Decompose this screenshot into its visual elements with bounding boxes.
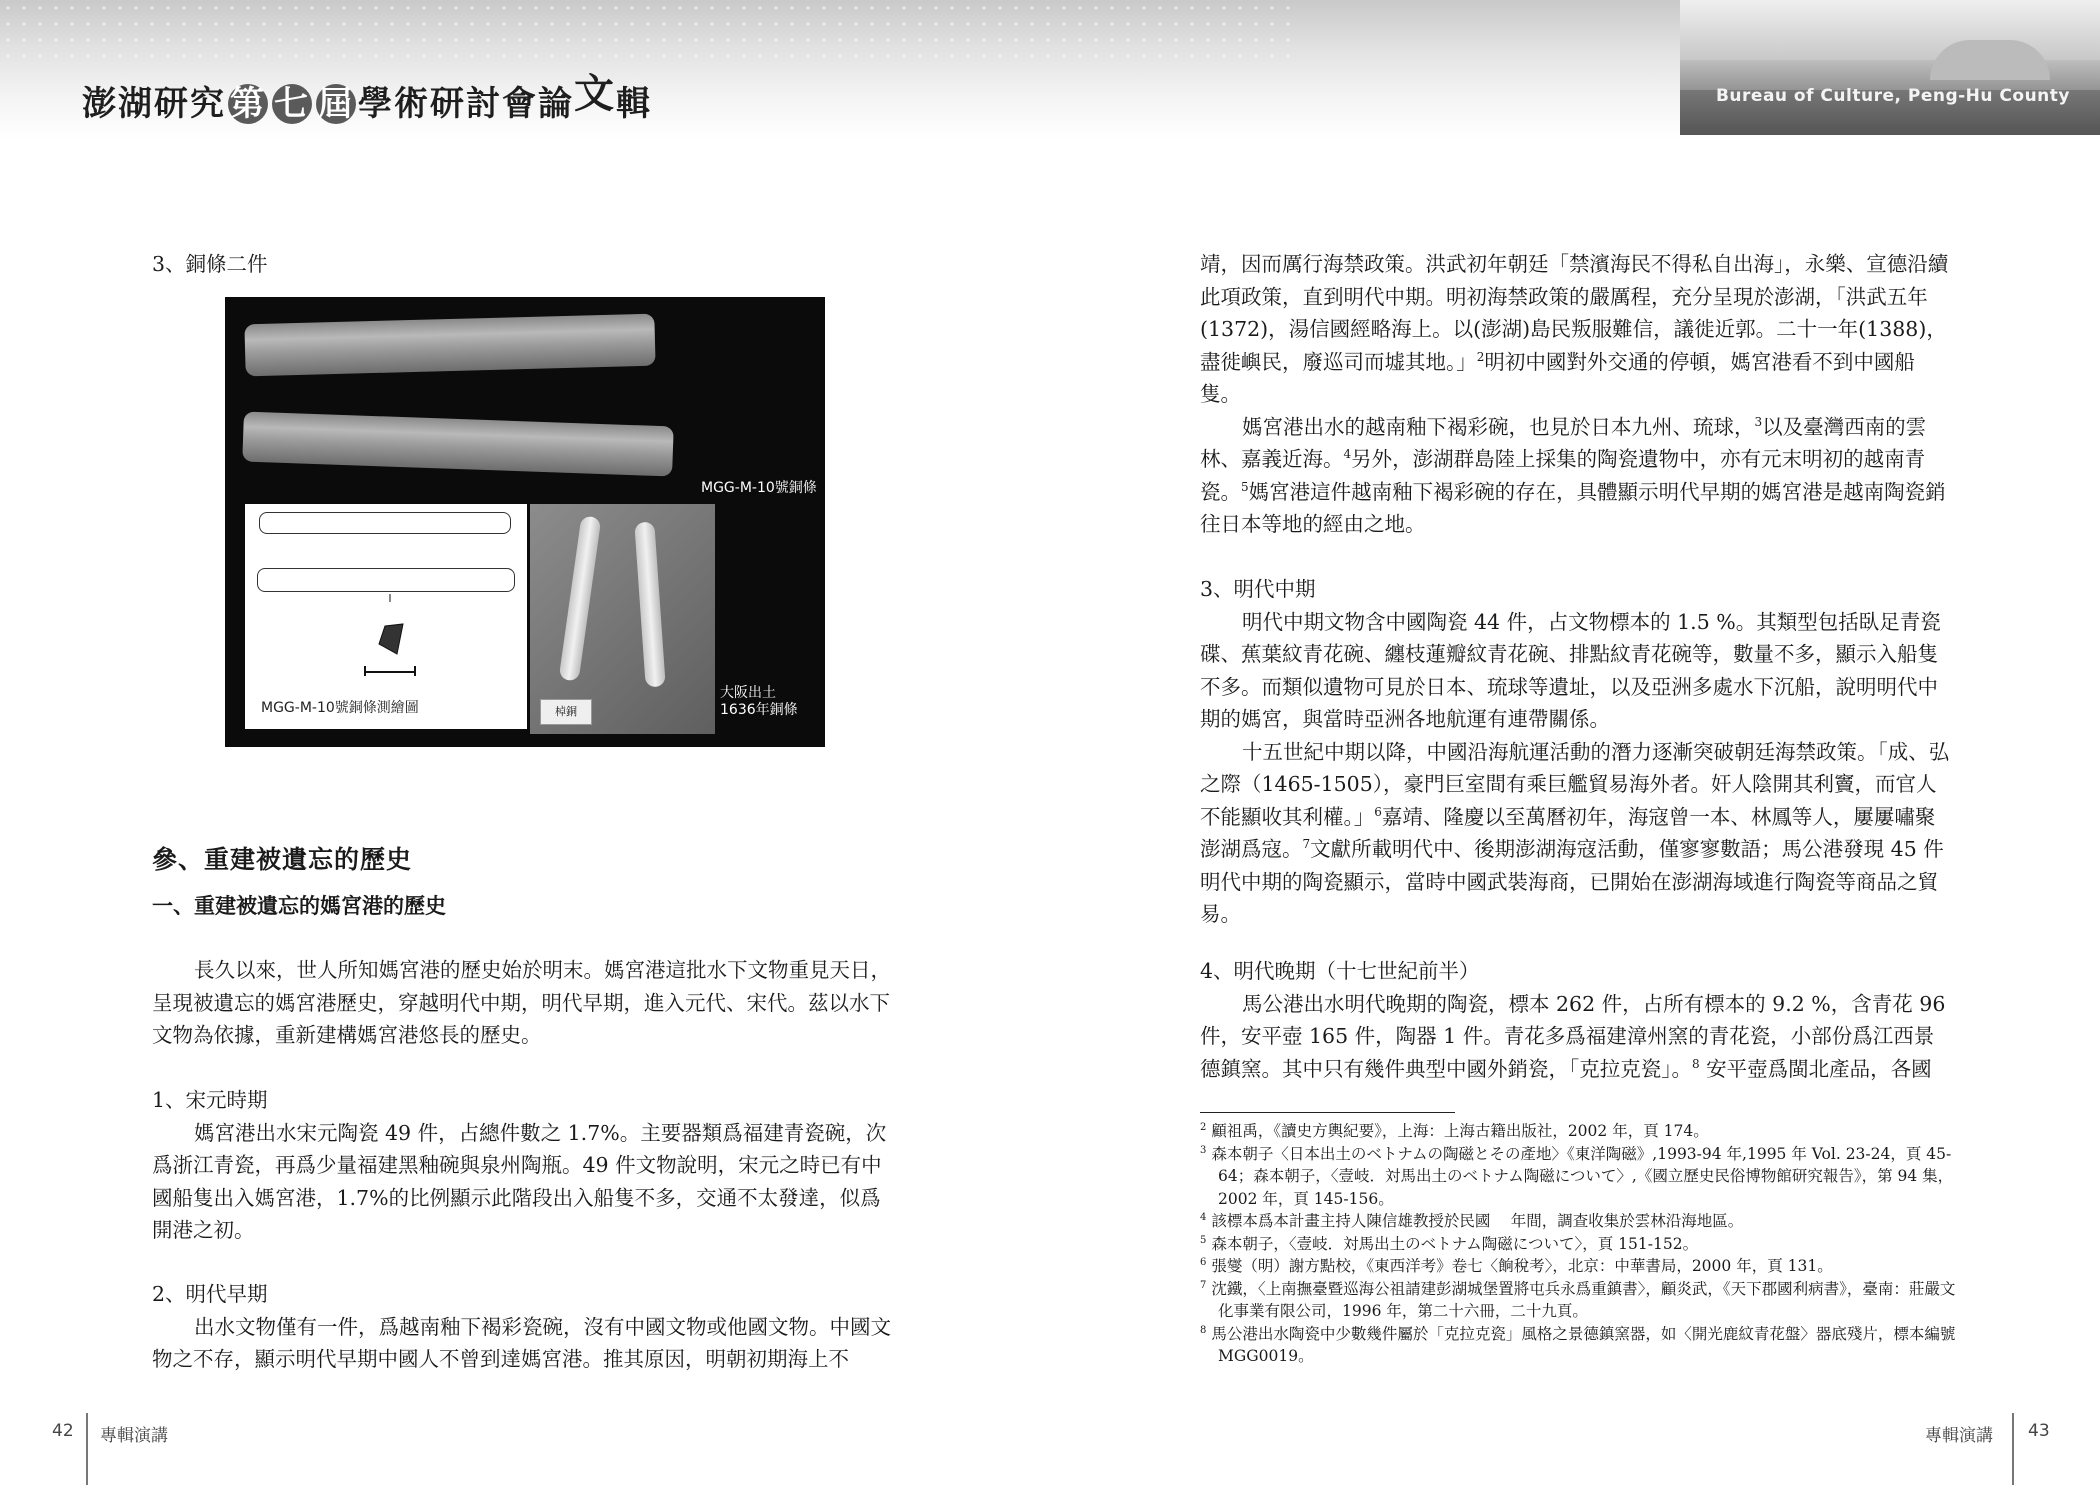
- copper-bar-photo-1: [244, 314, 655, 377]
- footnote-item: $^5$ 森本朝子，〈壹岐．対馬出土のベトナム陶磁について〉，頁 151-152。: [1200, 1234, 1699, 1253]
- early-ming-section: [152, 1278, 900, 1376]
- right-footer-divider: [2012, 1413, 2014, 1485]
- mid-ming-section: [1200, 573, 1950, 931]
- left-page-number: 42: [52, 1421, 74, 1441]
- header-banner: [0, 0, 2100, 140]
- song-yuan-text: 媽宮港出水宋元陶瓷 49 件，占總件數之 1.7%。主要器類爲福建青瓷碗，次爲浙江青瓷，再爲少量福建黑釉碗與泉州陶瓶。49 件文物說明，宋元之時已有中國船隻出入媽宮港，1.7%的比例顯示此階段出入船隻不多，交通不太發達，似爲開港之初。: [152, 1120, 887, 1242]
- footnote-ref-5: 5: [1241, 479, 1249, 494]
- footnote-ref-3: 3: [1754, 414, 1763, 429]
- late-ming-heading: 4、明代晚期（十七世紀前半）: [1200, 959, 1480, 983]
- footnote-rule: [1200, 1112, 1455, 1113]
- left-footer-divider: [86, 1413, 88, 1485]
- title-badge-3: 屆: [318, 84, 354, 124]
- early-ming-text: 出水文物僅有一件，爲越南釉下褐彩瓷碗，沒有中國文物或他國文物。中國文物之不存，顯示明代早期中國人不曾到達媽宮港。推其原因，明朝初期海上不: [152, 1314, 891, 1371]
- section-title: 參、重建被遺忘的歷史: [152, 845, 413, 874]
- early-ming-heading: 2、明代早期: [152, 1282, 268, 1306]
- bar-tag: 棹銅: [540, 699, 592, 725]
- left-footer-label: 專輯演講: [100, 1426, 168, 1446]
- right-footer-label: 專輯演講: [1925, 1426, 1993, 1446]
- footnote-item: $^7$ 沈鐵，〈上南撫臺暨巡海公祖請建彭湖城堡置將屯兵永爲重鎮書〉，顧炎武，《天下郡國利病書》，臺南：莊嚴文化事業有限公司，1996 年，第二十六冊，二十九頁。: [1200, 1279, 1956, 1320]
- title-badge-2: 七: [274, 84, 310, 124]
- footnote-ref-2: 2: [1476, 349, 1485, 364]
- footnote-item: $^6$ 張燮（明）謝方點校，《東西洋考》卷七〈餉稅考〉，北京：中華書局，2000 年，頁 131。: [1200, 1256, 1833, 1275]
- figure-label-drawing: MGG-M-10號銅條測繪圖: [261, 700, 419, 716]
- survey-drawing: [245, 504, 527, 729]
- footnote-ref-7: 7: [1302, 837, 1311, 852]
- footnote-item: $^2$ 顧祖禹，《讀史方輿紀要》，上海：上海古籍出版社，2002 年，頁 174。: [1200, 1121, 1709, 1140]
- vietnam-bowl-paragraph: 媽宮港出水的越南釉下褐彩碗，也見於日本九州、琉球，$^3$以及臺灣西南的雲林、嘉義近海。$^4$另外，澎湖群島陸上採集的陶瓷遺物中，亦有元末明初的越南青瓷。$^5$媽宮港這件越南釉下褐彩碗的存在，具體顯示明代早期的媽宮港是越南陶瓷銷往日本等地的經由之地。: [1200, 414, 1946, 536]
- footnote-ref-4: 4: [1343, 447, 1352, 462]
- title-badge-1: 第: [230, 84, 266, 124]
- footnote-ref-8: 8: [1692, 1056, 1700, 1071]
- bureau-name: Bureau of Culture, Peng-Hu County: [1715, 86, 2070, 106]
- haijin-paragraph: 靖，因而厲行海禁政策。洪武初年朝廷「禁濱海民不得私自出海」，永樂、宣德沿續此項政策，直到明代中期。明初海禁政策的嚴厲程，充分呈現於澎湖，「洪武五年(1372)，湯信國經略海上。以(澎湖)島民叛服難信，議徙近郭。二十一年(1388)，盡徙嶼民，廢巡司而墟其地。」$^2$明初中國對外交通的停頓，媽宮港看不到中國船隻。 媽宮港出水的越南釉下褐彩碗，也見於日本九州、琉球，$^3$以及臺灣西南的雲林、嘉義近海。$^4$另外，澎湖群島陸上採集的陶瓷遺物中，亦有元末明初的越南青瓷。$^5$媽宮港這件越南釉下褐彩碗的存在，具體顯示明代早期的媽宮港是越南陶瓷銷往日本等地的經由之地。: [1200, 248, 1950, 541]
- subsection-title: 一、重建被遺忘的媽宮港的歷史: [152, 893, 446, 918]
- journal-title: 澎湖研究 第 七 屆 學術研討會論文輯: [82, 71, 652, 124]
- footnotes: [1200, 1120, 1960, 1368]
- late-ming-section: [1200, 955, 1950, 1085]
- footnote-item: $^3$ 森本朝子〈日本出土のベトナムの陶磁とその產地〉《東洋陶磁》,1993-94 年,1995 年 Vol. 23-24，頁 45-64；森本朝子，〈壹岐．対馬出土のベトナム陶磁について〉,《國立歷史民俗博物館研究報告》，第 94 集，2002 年，頁 145-156。: [1200, 1144, 1954, 1208]
- banner-landscape-photo: [1680, 0, 2100, 135]
- cross-section-icon: [245, 504, 527, 729]
- intro-paragraph: 長久以來，世人所知媽宮港的歷史始於明末。媽宮港這批水下文物重見天日，呈現被遺忘的媽宮港歷史，穿越明代中期，明代早期，進入元代、宋代。茲以水下文物為依據，重新建構媽宮港悠長的歷史。: [152, 958, 891, 1047]
- osaka-bars-photo: [530, 504, 715, 734]
- figure-label-osaka-2: 1636年銅條: [720, 702, 798, 718]
- song-yuan-section: [152, 1084, 900, 1247]
- late-ming-text: 馬公港出水明代晚期的陶瓷，標本 262 件，占所有標本的 9.2 %，含青花 96 件，安平壺 165 件，陶器 1 件。青花多爲福建漳州窯的青花瓷，小部份爲江西景德鎮窯。其中只有幾件典型中國外銷瓷，「克拉克瓷」。$^8$ 安平壺爲閩北產品，各國: [1200, 991, 1946, 1081]
- mid-ming-heading: 3、明代中期: [1200, 577, 1316, 601]
- copper-bars-figure: [225, 297, 825, 747]
- copper-bar-photo-2: [242, 412, 673, 477]
- mid-ming-text-1: 明代中期文物含中國陶瓷 44 件，占文物標本的 1.5 %。其類型包括臥足青瓷碟、蕉葉紋青花碗、纏枝蓮瓣紋青花碗、排點紋青花碗等，數量不多，顯示入船隻不多。而類似遺物可見於日本、琉球等遺址，以及亞洲多處水下沉船，說明明代中期的媽宮，與當時亞洲各地航運有連帶關係。: [1200, 609, 1941, 731]
- song-yuan-heading: 1、宋元時期: [152, 1088, 268, 1112]
- footnote-ref-6: 6: [1374, 804, 1382, 819]
- figure-label-specimen: MGG-M-10號銅條: [701, 480, 817, 496]
- banner-dot-pattern: [0, 0, 1300, 70]
- footnote-item: $^8$ 馬公港出水陶瓷中少數幾件屬於「克拉克瓷」風格之景德鎮窯器，如〈開光鹿紋青花盤〉器底殘片，標本編號 MGG0019。: [1200, 1324, 1956, 1365]
- footnote-item: $^4$ 該標本爲本計畫主持人陳信雄教授於民國 年間，調查收集於雲林沿海地區。: [1200, 1211, 1744, 1230]
- figure-label-osaka-1: 大阪出土: [720, 685, 776, 701]
- figure-heading: 3、銅條二件: [152, 252, 268, 276]
- mid-ming-text-2: 十五世紀中期以降，中國沿海航運活動的潛力逐漸突破朝廷海禁政策。「成、弘之際（1465-1505），豪門巨室間有乘巨艦貿易海外者。奸人陰開其利竇，而官人不能顯收其利權。」$^6$嘉靖、隆慶以至萬曆初年，海寇曾一本、林鳳等人，屢屢嘯聚澎湖爲寇。$^7$文獻所載明代中、後期澎湖海寇活動，僅寥寥數語；馬公港發現 45 件明代中期的陶瓷顯示，當時中國武裝海商，已開始在澎湖海域進行陶瓷等商品之貿易。: [1200, 739, 1950, 926]
- right-page-number: 43: [2028, 1421, 2050, 1441]
